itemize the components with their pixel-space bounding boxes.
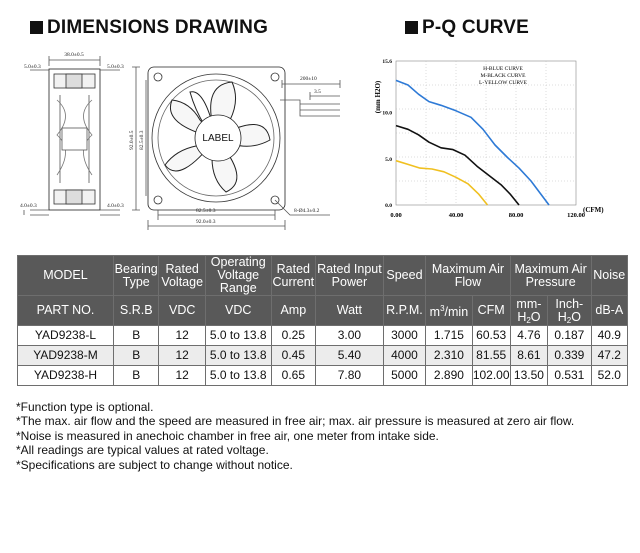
table-cell: 60.53 bbox=[472, 326, 510, 346]
col-max-air-pressure: Maximum Air Pressure bbox=[510, 256, 591, 296]
chart-legend-entry: M-BLACK CURVE bbox=[480, 73, 526, 79]
unit-part-no: PART NO. bbox=[18, 296, 114, 326]
table-row bbox=[18, 366, 628, 386]
unit-cfm: CFM bbox=[472, 296, 510, 326]
dim-lead-length: 200±10 bbox=[300, 76, 317, 82]
dim-bottom-inner: 82.5±0.3 bbox=[196, 208, 216, 214]
table-row bbox=[18, 326, 628, 346]
col-rated-power: Rated Input Power bbox=[316, 256, 384, 296]
table-cell: 4.76 bbox=[510, 326, 547, 346]
col-bearing: Bearing Type bbox=[113, 256, 158, 296]
table-cell: 102.00 bbox=[472, 366, 510, 386]
col-noise: Noise bbox=[591, 256, 627, 296]
chart-y-tick-label: 5.0 bbox=[385, 156, 392, 163]
dimensions-drawing bbox=[0, 40, 370, 230]
col-operating-range: Operating Voltage Range bbox=[205, 256, 271, 296]
chart-y-tick-label: 15.6 bbox=[382, 59, 392, 65]
chart-x-tick-label: 0.00 bbox=[390, 212, 402, 219]
spec-table bbox=[17, 255, 628, 386]
table-cell: 0.339 bbox=[548, 346, 591, 366]
dim-mount-hole: 8-Ø4.3±0.2 bbox=[294, 208, 320, 214]
table-cell: 0.25 bbox=[271, 326, 315, 346]
dim-height-inner: 82.5±0.3 bbox=[139, 130, 145, 150]
chart-x-label: (CFM) bbox=[583, 206, 604, 214]
part-number-cell: YAD9238-M bbox=[18, 346, 114, 366]
dim-left-offset: 5.0±0.3 bbox=[24, 64, 41, 70]
fan-label-text: LABEL bbox=[202, 133, 234, 144]
table-cell: 8.61 bbox=[510, 346, 547, 366]
note-line: *The max. air flow and the speed are measured in free air; max. air pressure is measured at zero air flow. bbox=[16, 414, 575, 429]
table-cell: 7.80 bbox=[316, 366, 384, 386]
chart-x-tick-label: 80.00 bbox=[508, 212, 524, 219]
table-cell: 13.50 bbox=[510, 366, 547, 386]
table-cell: 12 bbox=[159, 326, 205, 346]
title-square-icon bbox=[405, 21, 418, 34]
table-cell: 0.65 bbox=[271, 366, 315, 386]
dim-top-width: 38.0±0.5 bbox=[64, 52, 84, 58]
unit-power: Watt bbox=[316, 296, 384, 326]
note-line: *Function type is optional. bbox=[16, 400, 154, 414]
table-cell: 0.45 bbox=[271, 346, 315, 366]
table-cell: 4000 bbox=[383, 346, 425, 366]
table-cell: 12 bbox=[159, 346, 205, 366]
col-max-air-flow: Maximum Air Flow bbox=[426, 256, 511, 296]
note-line: *Specifications are subject to change without notice. bbox=[16, 457, 293, 472]
col-model: MODEL bbox=[18, 256, 114, 296]
chart-x-tick-label: 40.00 bbox=[448, 212, 464, 219]
chart-y-tick-label: 0.0 bbox=[385, 203, 392, 209]
table-cell: B bbox=[113, 366, 158, 386]
unit-voltage: VDC bbox=[159, 296, 205, 326]
dim-right-offset: 5.0±0.3 bbox=[107, 64, 124, 70]
unit-inchh2o: Inch- $H_2O$ bbox=[548, 296, 591, 326]
unit-bearing: S.R.B bbox=[113, 296, 158, 326]
chart-y-label: (mm H2O) bbox=[374, 80, 382, 114]
table-cell: 0.187 bbox=[548, 326, 591, 346]
table-cell: 2.310 bbox=[426, 346, 472, 366]
part-number-cell: YAD9238-L bbox=[18, 326, 114, 346]
dim-bottom-outer: 92.0±0.3 bbox=[196, 219, 216, 225]
note-line: *Noise is measured in anechoic chamber in free air, one meter from intake side. bbox=[16, 428, 439, 443]
table-cell: B bbox=[113, 326, 158, 346]
table-cell: 3.00 bbox=[316, 326, 384, 346]
table-cell: 0.531 bbox=[548, 366, 591, 386]
table-cell: 3000 bbox=[383, 326, 425, 346]
unit-speed: R.P.M. bbox=[383, 296, 425, 326]
chart-y-tick-label: 10.0 bbox=[382, 110, 392, 117]
dim-bottom-left: 4.0±0.3 bbox=[20, 203, 37, 209]
table-header-row bbox=[18, 256, 628, 296]
unit-m3min: $m^3/\min$ bbox=[426, 296, 472, 326]
table-row bbox=[18, 346, 628, 366]
table-cell: 12 bbox=[159, 366, 205, 386]
title-square-icon bbox=[30, 21, 43, 34]
table-cell: 52.0 bbox=[591, 366, 627, 386]
col-rated-voltage: Rated Voltage bbox=[159, 256, 205, 296]
chart-legend-entry: L-YELLOW CURVE bbox=[479, 80, 527, 86]
table-cell: 5000 bbox=[383, 366, 425, 386]
table-cell: 47.2 bbox=[591, 346, 627, 366]
table-cell: 1.715 bbox=[426, 326, 472, 346]
chart-x-tick-label: 120.00 bbox=[567, 212, 585, 219]
part-number-cell: YAD9238-H bbox=[18, 366, 114, 386]
table-cell: B bbox=[113, 346, 158, 366]
dimensions-drawing-title: DIMENSIONS DRAWING bbox=[30, 17, 268, 39]
table-cell: 5.40 bbox=[316, 346, 384, 366]
unit-mmh2o: mm- $H_2O$ bbox=[510, 296, 547, 326]
note-line: *All readings are typical values at rated voltage. bbox=[16, 443, 269, 458]
col-rated-current: Rated Current bbox=[271, 256, 315, 296]
table-cell: 5.0 to 13.8 bbox=[205, 346, 271, 366]
dim-height-outer: 92.0±0.5 bbox=[129, 130, 135, 150]
table-cell: 2.890 bbox=[426, 366, 472, 386]
chart-legend-entry: H-BLUE CURVE bbox=[483, 66, 523, 72]
pq-curve-title: P-Q CURVE bbox=[405, 17, 529, 39]
notes bbox=[16, 400, 574, 472]
unit-noise: dB-A bbox=[591, 296, 627, 326]
pq-curve-chart bbox=[368, 55, 628, 225]
table-cell: 40.9 bbox=[591, 326, 627, 346]
col-speed: Speed bbox=[383, 256, 425, 296]
table-cell: 5.0 to 13.8 bbox=[205, 366, 271, 386]
dim-strip-length: 3.5 bbox=[314, 89, 321, 95]
table-unit-row bbox=[18, 296, 628, 326]
unit-range: VDC bbox=[205, 296, 271, 326]
table-cell: 81.55 bbox=[472, 346, 510, 366]
unit-current: Amp bbox=[271, 296, 315, 326]
table-cell: 5.0 to 13.8 bbox=[205, 326, 271, 346]
dim-bottom-right: 4.0±0.3 bbox=[107, 203, 124, 209]
